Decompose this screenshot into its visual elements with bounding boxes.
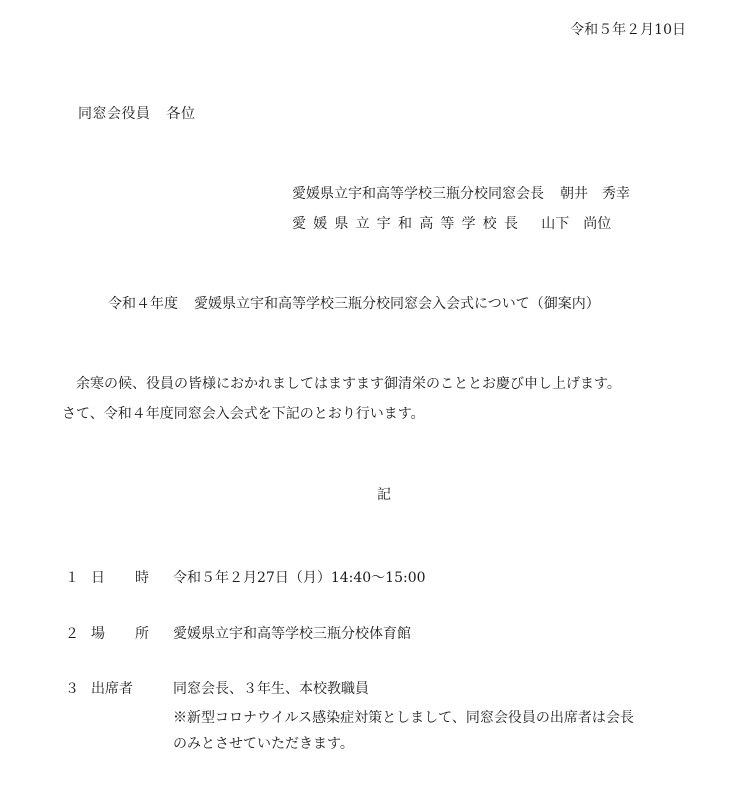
- note-line: ※新型コロナウイルス感染症対策としまして、同窓会役員の出席者は会長: [173, 710, 634, 726]
- item-number: ２: [65, 626, 79, 642]
- sender-title: 愛媛県立宇和高等学校長: [292, 216, 526, 232]
- addressee-honorific: 各位: [166, 106, 196, 122]
- item-label: 日 時: [91, 570, 157, 586]
- note-line: のみとさせていただきます。: [173, 736, 354, 752]
- addressee-group: 同窓会役員: [78, 106, 151, 122]
- document-subject: [108, 297, 600, 311]
- sender-line: [292, 217, 611, 231]
- sender-line: [292, 187, 630, 201]
- item-label: 出席者: [91, 681, 133, 697]
- item-value: 愛媛県立宇和高等学校三瓶分校体育館: [173, 626, 411, 642]
- document-date: 令和５年２月10日: [570, 22, 686, 38]
- body-paragraph: さて、令和４年度同窓会入会式を下記のとおり行います。: [62, 406, 425, 422]
- list-item: [65, 571, 426, 585]
- sender-name: 朝井 秀幸: [560, 186, 630, 202]
- item-label: 場 所: [91, 626, 157, 642]
- body-paragraph-text: 余寒の候、役員の皆様におかれましてはますます御清栄のこととお慶び申し上げます。: [76, 376, 621, 392]
- subject-prefix: 令和４年度: [108, 296, 178, 312]
- item-number: １: [65, 570, 79, 586]
- item-number: ３: [65, 681, 79, 697]
- list-item: [65, 627, 411, 641]
- body-paragraph: [62, 377, 621, 391]
- addressee: [78, 107, 196, 121]
- list-item: [65, 682, 369, 696]
- item-value: 令和５年２月27日（月）14:40～15:00: [173, 570, 426, 586]
- sender-title: 愛媛県立宇和高等学校三瓶分校同窓会長: [292, 186, 544, 202]
- subject-title: 愛媛県立宇和高等学校三瓶分校同窓会入会式について（御案内）: [194, 296, 600, 312]
- item-value: 同窓会長、３年生、本校教職員: [173, 681, 369, 697]
- ki-heading: 記: [377, 487, 391, 503]
- sender-name: 山下 尚位: [541, 216, 612, 232]
